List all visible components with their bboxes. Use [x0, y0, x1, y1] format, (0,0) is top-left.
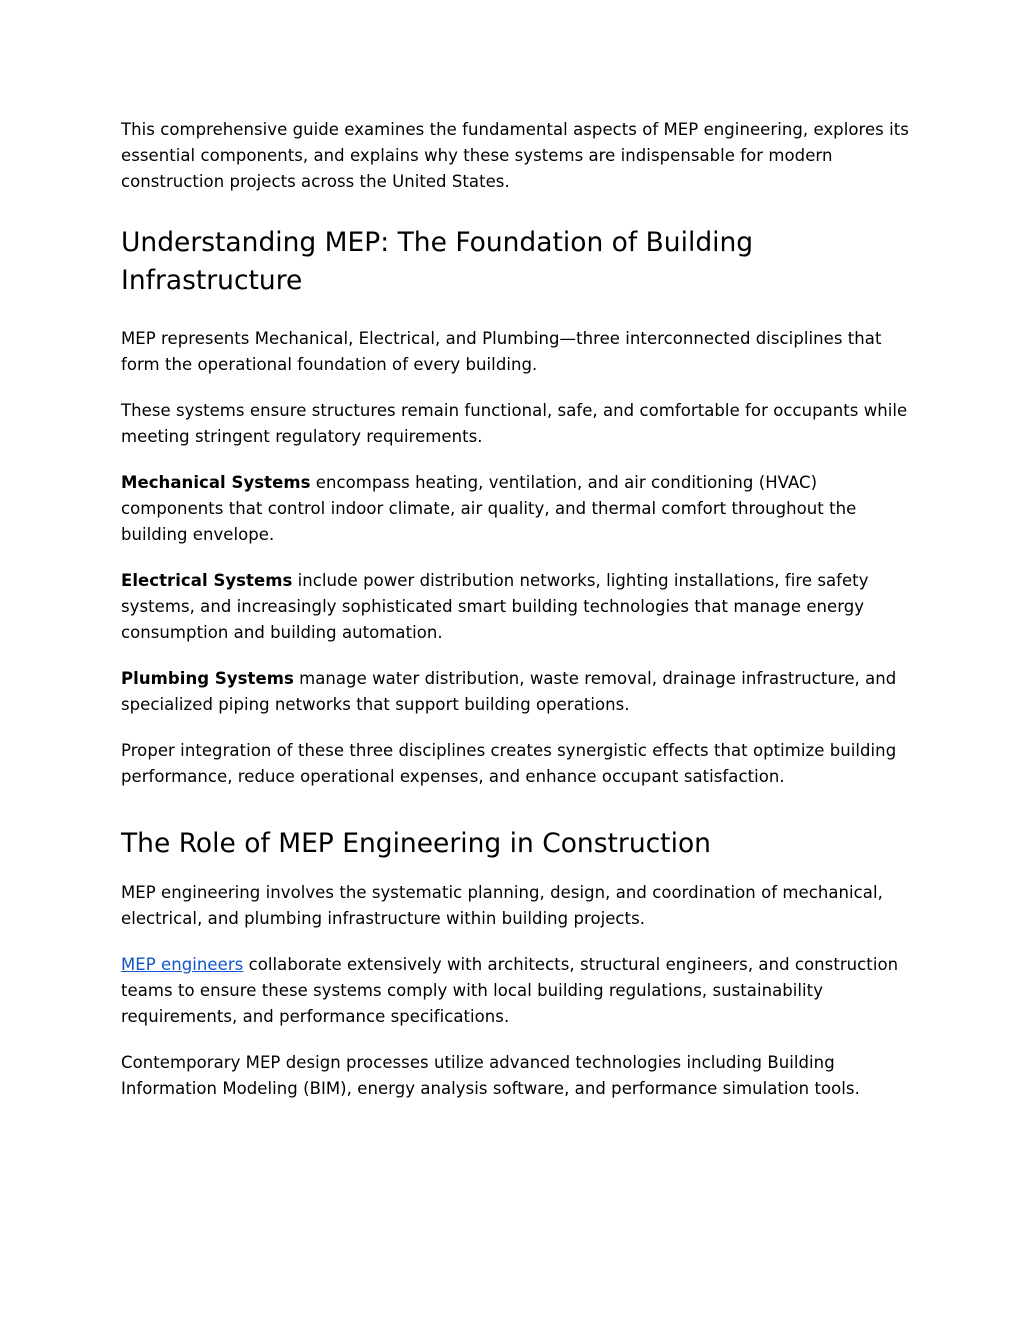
electrical-systems-label: Electrical Systems	[121, 571, 293, 590]
plumbing-systems-paragraph	[121, 666, 911, 718]
plumbing-systems-label: Plumbing Systems	[121, 669, 294, 688]
section-heading-role-of-mep: The Role of MEP Engineering in Construction	[121, 828, 711, 859]
integration-paragraph: Proper integration of these three disciplines creates synergistic effects that optimize building performance, reduce operational expenses, and enhance occupant satisfaction.	[121, 741, 897, 786]
mechanical-systems-label: Mechanical Systems	[121, 473, 311, 492]
contemporary-design-paragraph: Contemporary MEP design processes utilize advanced technologies including Building Information Modeling (BIM), energy analysis software, and performance simulation tools.	[121, 1053, 860, 1098]
mechanical-systems-paragraph	[121, 470, 911, 548]
mep-engineers-paragraph	[121, 952, 911, 1030]
systems-purpose-paragraph: These systems ensure structures remain functional, safe, and comfortable for occupants while meeting stringent regulatory requirements.	[121, 401, 908, 446]
mep-engineers-link[interactable]: MEP engineers	[121, 955, 244, 974]
mep-engineers-text: collaborate extensively with architects, structural engineers, and construction teams to ensure these systems comply with local building regulations, sustainability requirements, and performance specifications.	[121, 955, 899, 1026]
mep-definition-paragraph: MEP represents Mechanical, Electrical, and Plumbing—three interconnected disciplines that form the operational foundation of every building.	[121, 329, 882, 374]
intro-paragraph: This comprehensive guide examines the fundamental aspects of MEP engineering, explores its essential components, and explains why these systems are indispensable for modern construction projects across the United States.	[121, 120, 909, 191]
section-heading-understanding-mep: Understanding MEP: The Foundation of Building Infrastructure	[121, 227, 754, 296]
plumbing-systems-text: manage water distribution, waste removal, drainage infrastructure, and specialized piping networks that support building operations.	[121, 669, 897, 714]
electrical-systems-paragraph	[121, 568, 911, 646]
mep-engineering-paragraph: MEP engineering involves the systematic planning, design, and coordination of mechanical, electrical, and plumbing infrastructure within building projects.	[121, 883, 883, 928]
document-body	[121, 117, 911, 1102]
electrical-systems-text: include power distribution networks, lighting installations, fire safety systems, and increasingly sophisticated smart building technologies that manage energy consumption and building automation.	[121, 571, 869, 642]
mechanical-systems-text: encompass heating, ventilation, and air conditioning (HVAC) components that control indoor climate, air quality, and thermal comfort throughout the building envelope.	[121, 473, 857, 544]
